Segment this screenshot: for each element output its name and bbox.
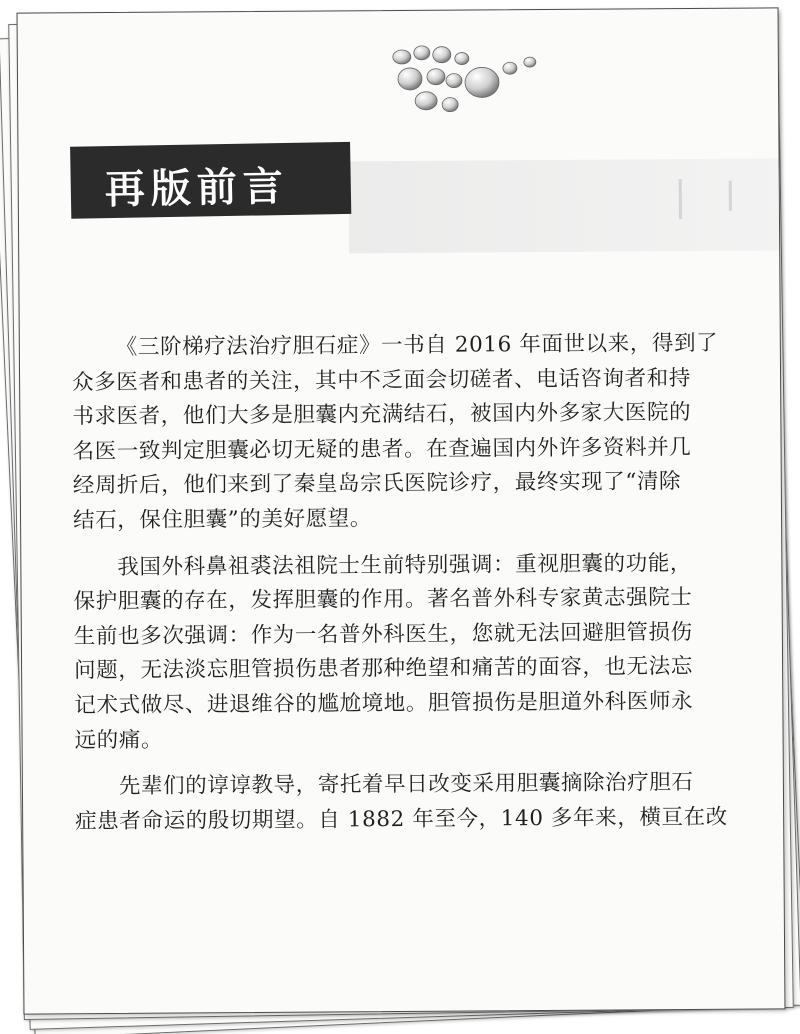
text-line: 远的痛。 bbox=[74, 727, 164, 753]
band-mark bbox=[679, 179, 682, 219]
text-line: 《三阶梯疗法治疗胆石症》一书自 2016 年面世以来，得到了 bbox=[115, 330, 719, 360]
text-line: 记术式做尽、进退维谷的尴尬境地。胆管损伤是胆道外科医师永 bbox=[74, 688, 694, 719]
body-text bbox=[72, 327, 728, 840]
header-band bbox=[349, 158, 780, 253]
text-line: 经周折后，他们来到了秦皇岛宗氏医院诊疗，最终实现了“清除 bbox=[72, 469, 682, 499]
page-title: 再版前言 bbox=[104, 163, 290, 214]
gallstones-decoration bbox=[390, 38, 551, 119]
text-line: 结石，保住胆囊”的美好愿望。 bbox=[72, 506, 373, 534]
text-line: 众多医者和患者的关注，其中不乏面会切磋者、电话咨询者和持 bbox=[72, 365, 691, 395]
text-line: 书求医者，他们大多是胆囊内充满结石，被国内外多家大医院的 bbox=[72, 400, 692, 430]
book-page bbox=[17, 7, 786, 1014]
text-line: 我国外科鼻祖裘法祖院士生前特别强调：重视胆囊的功能， bbox=[117, 550, 693, 580]
text-line: 保护胆囊的存在，发挥胆囊的作用。著名普外科专家黄志强院士 bbox=[73, 585, 693, 615]
text-line: 问题，无法淡忘胆管损伤患者那种绝望和痛苦的面容，也无法忘 bbox=[74, 654, 693, 684]
title-block bbox=[70, 142, 351, 219]
text-line: 症患者命运的殷切期望。自 1882 年至今，140 多年来，横亘在改 bbox=[75, 804, 728, 835]
band-mark bbox=[729, 181, 732, 211]
text-line: 生前也多次强调：作为一名普外科医生，您就无法回避胆管损伤 bbox=[73, 619, 693, 650]
text-line: 先辈们的谆谆教导，寄托着早日改变采用胆囊摘除治疗胆石 bbox=[118, 770, 694, 800]
text-line: 名医一致判定胆囊必切无疑的患者。在查遍国内外许多资料并几 bbox=[72, 434, 692, 465]
